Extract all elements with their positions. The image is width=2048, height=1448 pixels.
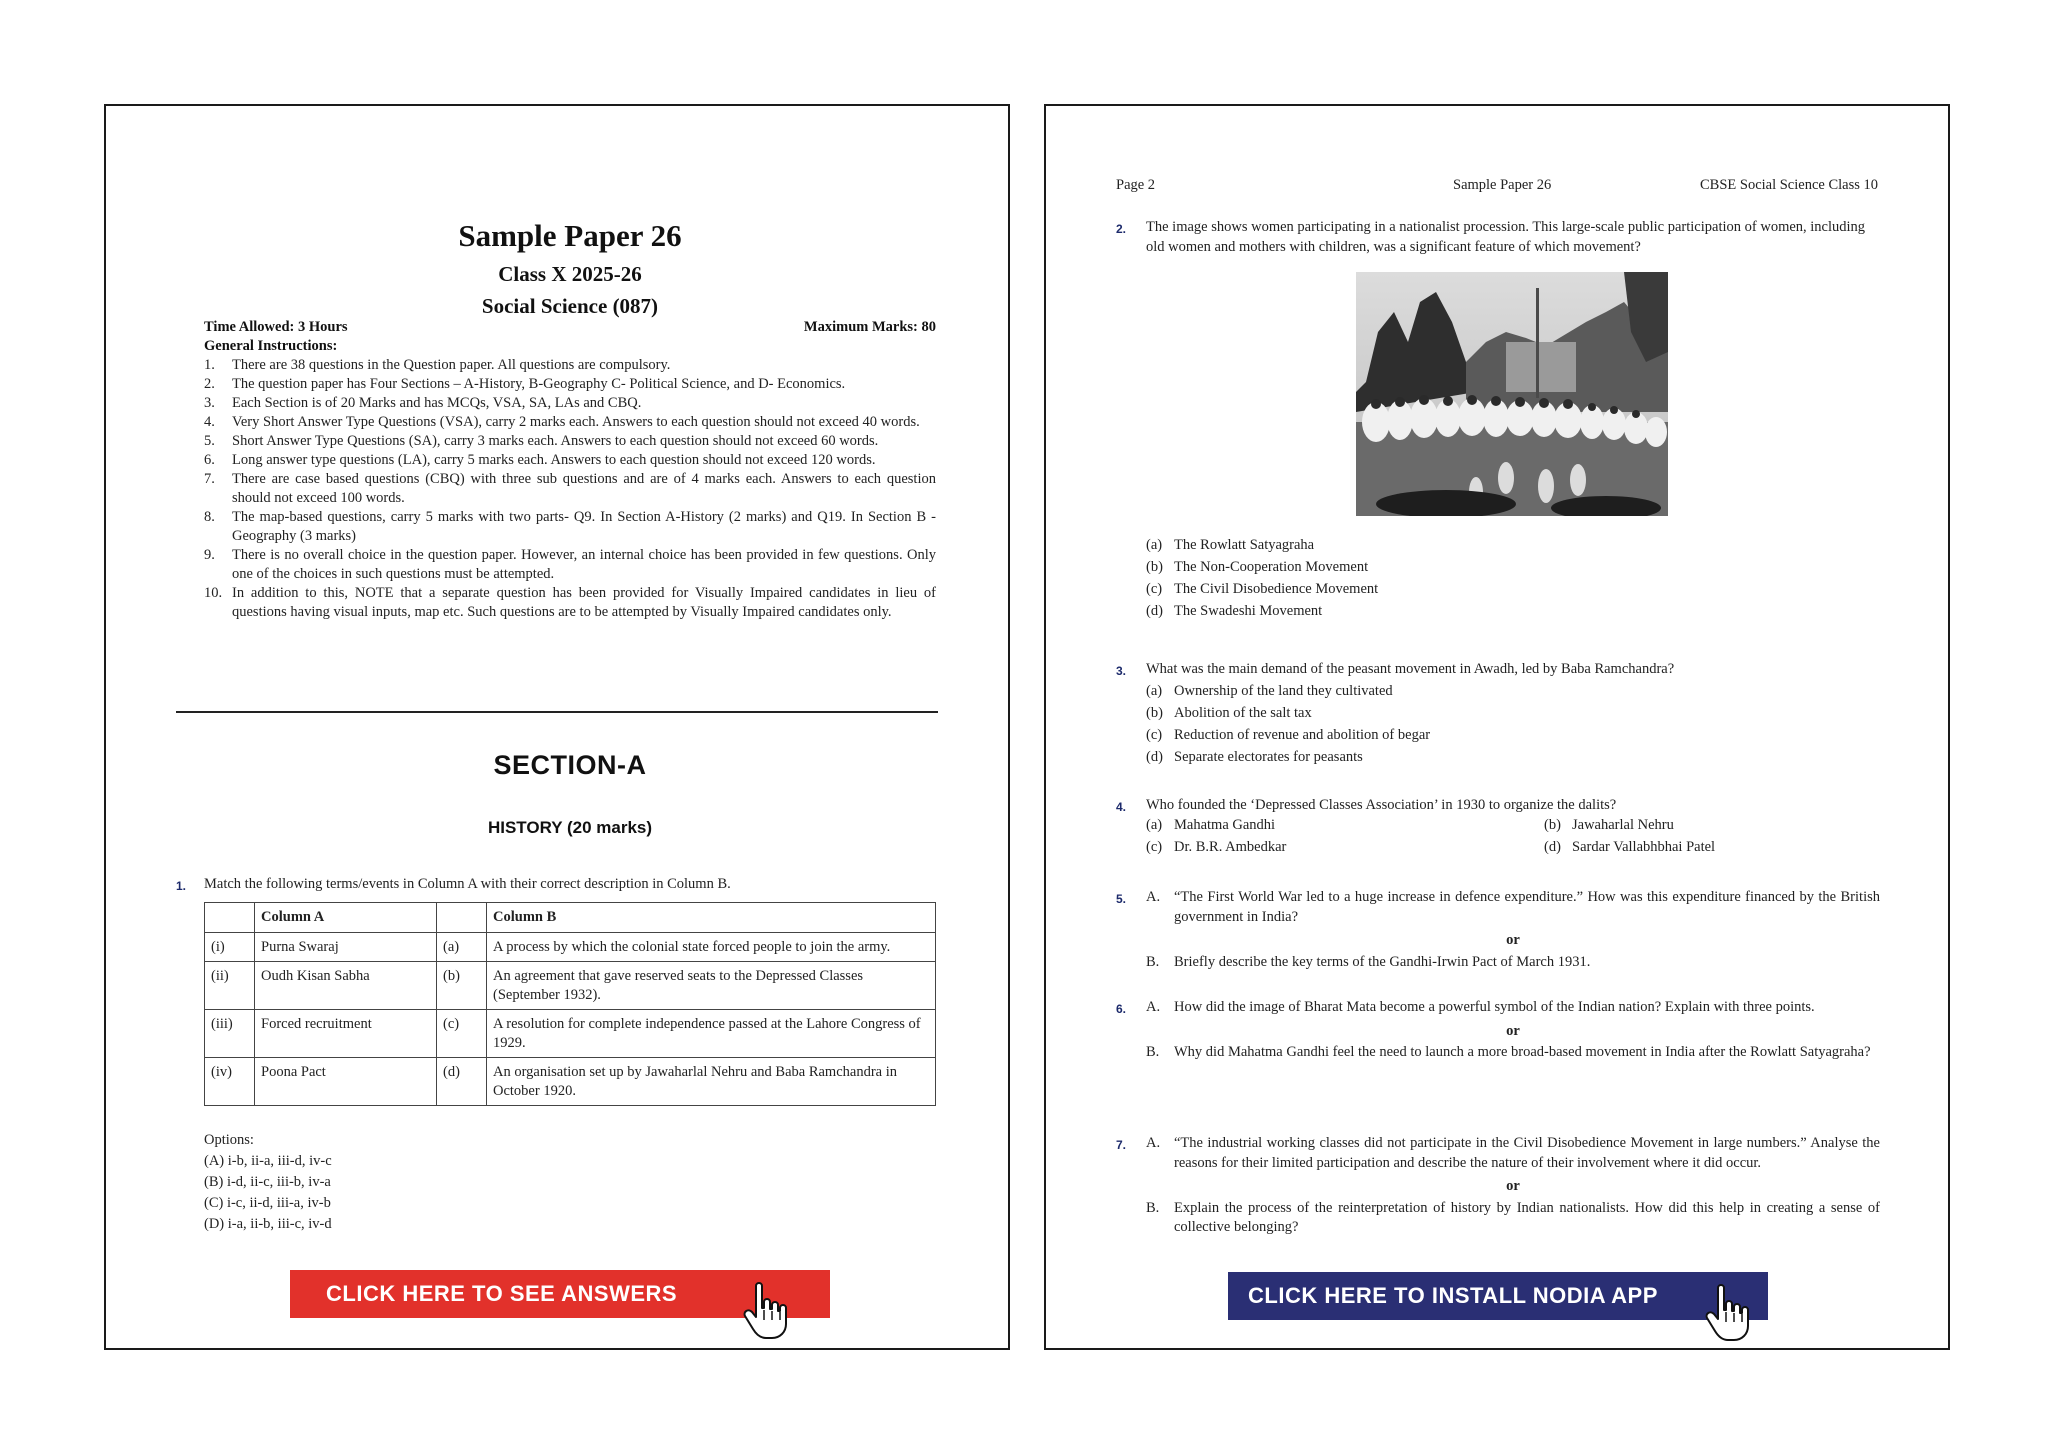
option-item <box>1146 578 1880 600</box>
table-cell: (d) <box>437 1058 487 1106</box>
option-label: (a) <box>1146 682 1163 699</box>
question-block <box>1146 660 1880 768</box>
instruction-item <box>204 375 936 394</box>
instruction-number: 7. <box>204 471 215 487</box>
choice-text: Explain the process of the reinterpretation of history by Indian nationalists. How did this help in creating a sense of collective belonging? <box>1174 1199 1880 1235</box>
or-separator: or <box>1506 1022 1520 1039</box>
instruction-item <box>204 432 936 451</box>
header-paper-title: Sample Paper 26 <box>1453 177 1552 193</box>
instruction-number: 4. <box>204 414 215 430</box>
instruction-text: There are case based questions (CBQ) with three sub questions and are of 4 marks each. Answers to each question should not exceed 100 words. <box>232 471 936 506</box>
instruction-text: The question paper has Four Sections – A-History, B-Geography C- Political Science, and D- Economics. <box>232 376 846 392</box>
instruction-number: 6. <box>204 452 215 468</box>
choice-text: Why did Mahatma Gandhi feel the need to launch a more broad-based movement in India after the Rowlatt Satyagraha? <box>1174 1044 1871 1060</box>
options-block <box>204 1130 332 1235</box>
options-list <box>1146 534 1880 622</box>
option-item <box>1146 816 1534 836</box>
column-b-header: Column B <box>487 903 936 933</box>
question-text: What was the main demand of the peasant movement in Awadh, led by Baba Ramchandra? <box>1146 661 1675 677</box>
or-separator: or <box>1506 932 1520 948</box>
table-cell: (b) <box>437 962 487 1010</box>
table-header-row <box>205 903 936 933</box>
question-block <box>1146 888 1880 972</box>
option-text: The Civil Disobedience Movement <box>1174 581 1379 597</box>
instruction-text: Long answer type questions (LA), carry 5 marks each. Answers to each question should not exceed 120 words. <box>232 452 876 468</box>
table-cell: An organisation set up by Jawaharlal Nehru and Baba Ramchandra in October 1920. <box>487 1058 936 1106</box>
question-number: 4. <box>1116 800 1127 814</box>
instruction-number: 3. <box>204 395 215 411</box>
choice-text: Briefly describe the key terms of the Gandhi-Irwin Pact of March 1931. <box>1174 953 1591 970</box>
instruction-text: Very Short Answer Type Questions (VSA), carry 2 marks each. Answers to each question should not exceed 40 words. <box>232 414 920 430</box>
table-row <box>205 933 936 962</box>
instruction-text: There is no overall choice in the question paper. However, an internal choice has been provided in few questions. Only one of the choices in such questions must be attempted. <box>232 547 936 582</box>
options-label: Options: <box>204 1132 254 1148</box>
instruction-number: 1. <box>204 357 215 373</box>
page-right <box>1044 104 1950 1350</box>
option-item <box>1146 600 1880 622</box>
option-label: (c) <box>1146 726 1163 743</box>
table-cell: Forced recruitment <box>255 1010 437 1058</box>
table-cell: An agreement that gave reserved seats to the Depressed Classes (September 1932). <box>487 962 936 1010</box>
option-item: (D) i-a, ii-b, iii-c, iv-d <box>204 1216 332 1232</box>
choice-label: B. <box>1146 953 1160 970</box>
option-item <box>1146 838 1534 858</box>
choice-b <box>1146 1043 1880 1063</box>
choice-a <box>1146 888 1880 927</box>
choice-a <box>1146 1134 1880 1173</box>
question-text: The image shows women participating in a nationalist procession. This large-scale public participation of women, including old women and mothers with children, was a significant feature of which movement? <box>1146 219 1866 255</box>
pointing-hand-icon <box>1704 1282 1756 1342</box>
table-cell: (i) <box>205 933 255 962</box>
choice-b <box>1146 953 1880 973</box>
instruction-text: Short Answer Type Questions (SA), carry 3 marks each. Answers to each question should not exceed 60 words. <box>232 433 879 449</box>
option-text: Dr. B.R. Ambedkar <box>1174 838 1287 855</box>
table-cell: (ii) <box>205 962 255 1010</box>
option-item <box>1146 702 1880 724</box>
option-label: (a) <box>1146 537 1163 553</box>
option-label: (b) <box>1146 704 1163 721</box>
install-app-button[interactable] <box>1228 1272 1768 1320</box>
table-cell: (iv) <box>205 1058 255 1106</box>
procession-photo <box>1356 272 1668 516</box>
option-text: Jawaharlal Nehru <box>1572 816 1674 833</box>
instruction-text: There are 38 questions in the Question paper. All questions are compulsory. <box>232 357 671 373</box>
option-label: (b) <box>1146 559 1163 575</box>
question-block <box>1146 796 1880 860</box>
option-label: (d) <box>1146 748 1163 765</box>
see-answers-label: CLICK HERE TO SEE ANSWERS <box>326 1281 678 1306</box>
question-number: 2. <box>1116 222 1127 236</box>
instructions-list <box>204 356 936 622</box>
choice-text: How did the image of Bharat Mata become a powerful symbol of the Indian nation? Explain with three points. <box>1174 999 1815 1015</box>
option-item <box>1146 556 1880 578</box>
header-course: CBSE Social Science Class 10 <box>1699 177 1878 193</box>
question-block <box>1146 1134 1880 1238</box>
table-cell: Oudh Kisan Sabha <box>255 962 437 1010</box>
table-header-cell <box>205 903 255 933</box>
table-cell: A process by which the colonial state forced people to join the army. <box>487 933 936 962</box>
table-cell: Purna Swaraj <box>255 933 437 962</box>
section-divider <box>176 711 938 713</box>
instruction-item <box>204 394 936 413</box>
choice-text: “The industrial working classes did not participate in the Civil Disobedience Movement in large numbers.” Analyse the reasons for their limited participation and describe the nature of their involvement where it did occur. <box>1174 1135 1880 1171</box>
instruction-number: 8. <box>204 509 215 525</box>
choice-a <box>1146 998 1880 1018</box>
table-row <box>205 1010 936 1058</box>
choice-label: A. <box>1146 999 1161 1015</box>
option-text: The Rowlatt Satyagraha <box>1174 537 1315 553</box>
option-text: Sardar Vallabhbhai Patel <box>1572 838 1716 855</box>
option-item <box>1146 724 1880 746</box>
table-cell: A resolution for complete independence passed at the Lahore Congress of 1929. <box>487 1010 936 1058</box>
option-text: Mahatma Gandhi <box>1174 816 1276 833</box>
class-line: Class X 2025-26 <box>498 262 642 286</box>
question-number: 6. <box>1116 1002 1127 1016</box>
option-item <box>1544 838 1902 858</box>
instruction-text: The map-based questions, carry 5 marks with two parts- Q9. In Section A-History (2 marks) and Q19. In Section B -Geography (3 marks) <box>232 509 936 544</box>
question-text: Who founded the ‘Depressed Classes Association’ in 1930 to organize the dalits? <box>1146 797 1617 813</box>
pointing-hand-icon <box>742 1280 794 1340</box>
option-label: (b) <box>1544 816 1561 833</box>
paper-title: Sample Paper 26 <box>458 218 682 253</box>
option-text: Reduction of revenue and abolition of begar <box>1174 726 1431 743</box>
question-text: Match the following terms/events in Column A with their correct description in Column B. <box>204 876 731 892</box>
instruction-number: 9. <box>204 547 215 563</box>
q2-options <box>1146 534 1880 622</box>
option-item: (C) i-c, ii-d, iii-a, iv-b <box>204 1195 331 1211</box>
subject-line: Social Science (087) <box>481 294 659 318</box>
time-allowed: Time Allowed: 3 Hours <box>204 319 348 335</box>
option-item <box>1146 746 1880 768</box>
instruction-item <box>204 584 936 622</box>
options-list <box>1146 680 1880 768</box>
instruction-number: 5. <box>204 433 215 449</box>
choice-label: A. <box>1146 889 1161 905</box>
procession-photo-graphic <box>1356 272 1668 516</box>
option-label: (d) <box>1146 603 1163 619</box>
question-number: 3. <box>1116 664 1127 678</box>
question-number: 7. <box>1116 1138 1127 1152</box>
choice-label: B. <box>1146 1199 1160 1216</box>
table-cell: (c) <box>437 1010 487 1058</box>
question-number: 1. <box>176 879 187 893</box>
instruction-item <box>204 451 936 470</box>
page-left <box>104 104 1010 1350</box>
options-grid <box>1146 816 1880 860</box>
option-item <box>1544 816 1902 836</box>
option-text: The Swadeshi Movement <box>1174 603 1323 619</box>
instruction-item <box>204 356 936 375</box>
choice-b <box>1146 1199 1880 1238</box>
instruction-item <box>204 508 936 546</box>
option-item: (B) i-d, ii-c, iii-b, iv-a <box>204 1174 331 1190</box>
page-number: Page 2 <box>1116 177 1156 193</box>
option-item <box>1146 534 1880 556</box>
general-instructions-title: General Instructions: <box>204 338 338 354</box>
instruction-number: 2. <box>204 376 215 392</box>
option-text: Separate electorates for peasants <box>1174 748 1363 765</box>
choice-text: “The First World War led to a huge increase in defence expenditure.” How was this expenditure financed by the British government in India? <box>1174 889 1880 925</box>
table-row <box>205 1058 936 1106</box>
choice-label: A. <box>1146 1135 1161 1151</box>
option-label: (a) <box>1146 816 1163 833</box>
question-block <box>1146 998 1880 1063</box>
see-answers-button[interactable] <box>290 1270 830 1318</box>
instruction-item <box>204 470 936 508</box>
table-cell: (iii) <box>205 1010 255 1058</box>
table-row <box>205 962 936 1010</box>
option-item <box>1146 680 1880 702</box>
column-a-header: Column A <box>255 903 437 933</box>
instruction-number: 10. <box>204 585 223 601</box>
choice-label: B. <box>1146 1044 1160 1060</box>
meta-row <box>204 319 936 336</box>
question-number: 5. <box>1116 892 1127 906</box>
instruction-item <box>204 413 936 432</box>
option-item: (A) i-b, ii-a, iii-d, iv-c <box>204 1153 332 1169</box>
instruction-text: In addition to this, NOTE that a separate question has been provided for Visually Impaired candidates in lieu of questions having visual inputs, map etc. Such questions are to be attempted by Visually Impaired candidates only. <box>232 585 936 620</box>
option-label: (d) <box>1544 838 1561 855</box>
option-text: The Non-Cooperation Movement <box>1174 559 1369 575</box>
option-text: Ownership of the land they cultivated <box>1174 682 1393 699</box>
option-label: (c) <box>1146 838 1163 855</box>
max-marks: Maximum Marks: 80 <box>803 319 936 335</box>
or-separator: or <box>1506 1178 1520 1194</box>
table-cell: (a) <box>437 933 487 962</box>
install-app-label: CLICK HERE TO INSTALL NODIA APP <box>1248 1283 1658 1308</box>
instruction-item <box>204 546 936 584</box>
instruction-text: Each Section is of 20 Marks and has MCQs, VSA, SA, LAs and CBQ. <box>232 395 642 411</box>
option-text: Abolition of the salt tax <box>1174 704 1312 721</box>
section-title: SECTION-A <box>493 750 647 780</box>
section-subtitle: HISTORY (20 marks) <box>487 818 653 837</box>
match-table <box>204 902 936 1106</box>
option-label: (c) <box>1146 581 1163 597</box>
table-header-cell <box>437 903 487 933</box>
table-cell: Poona Pact <box>255 1058 437 1106</box>
